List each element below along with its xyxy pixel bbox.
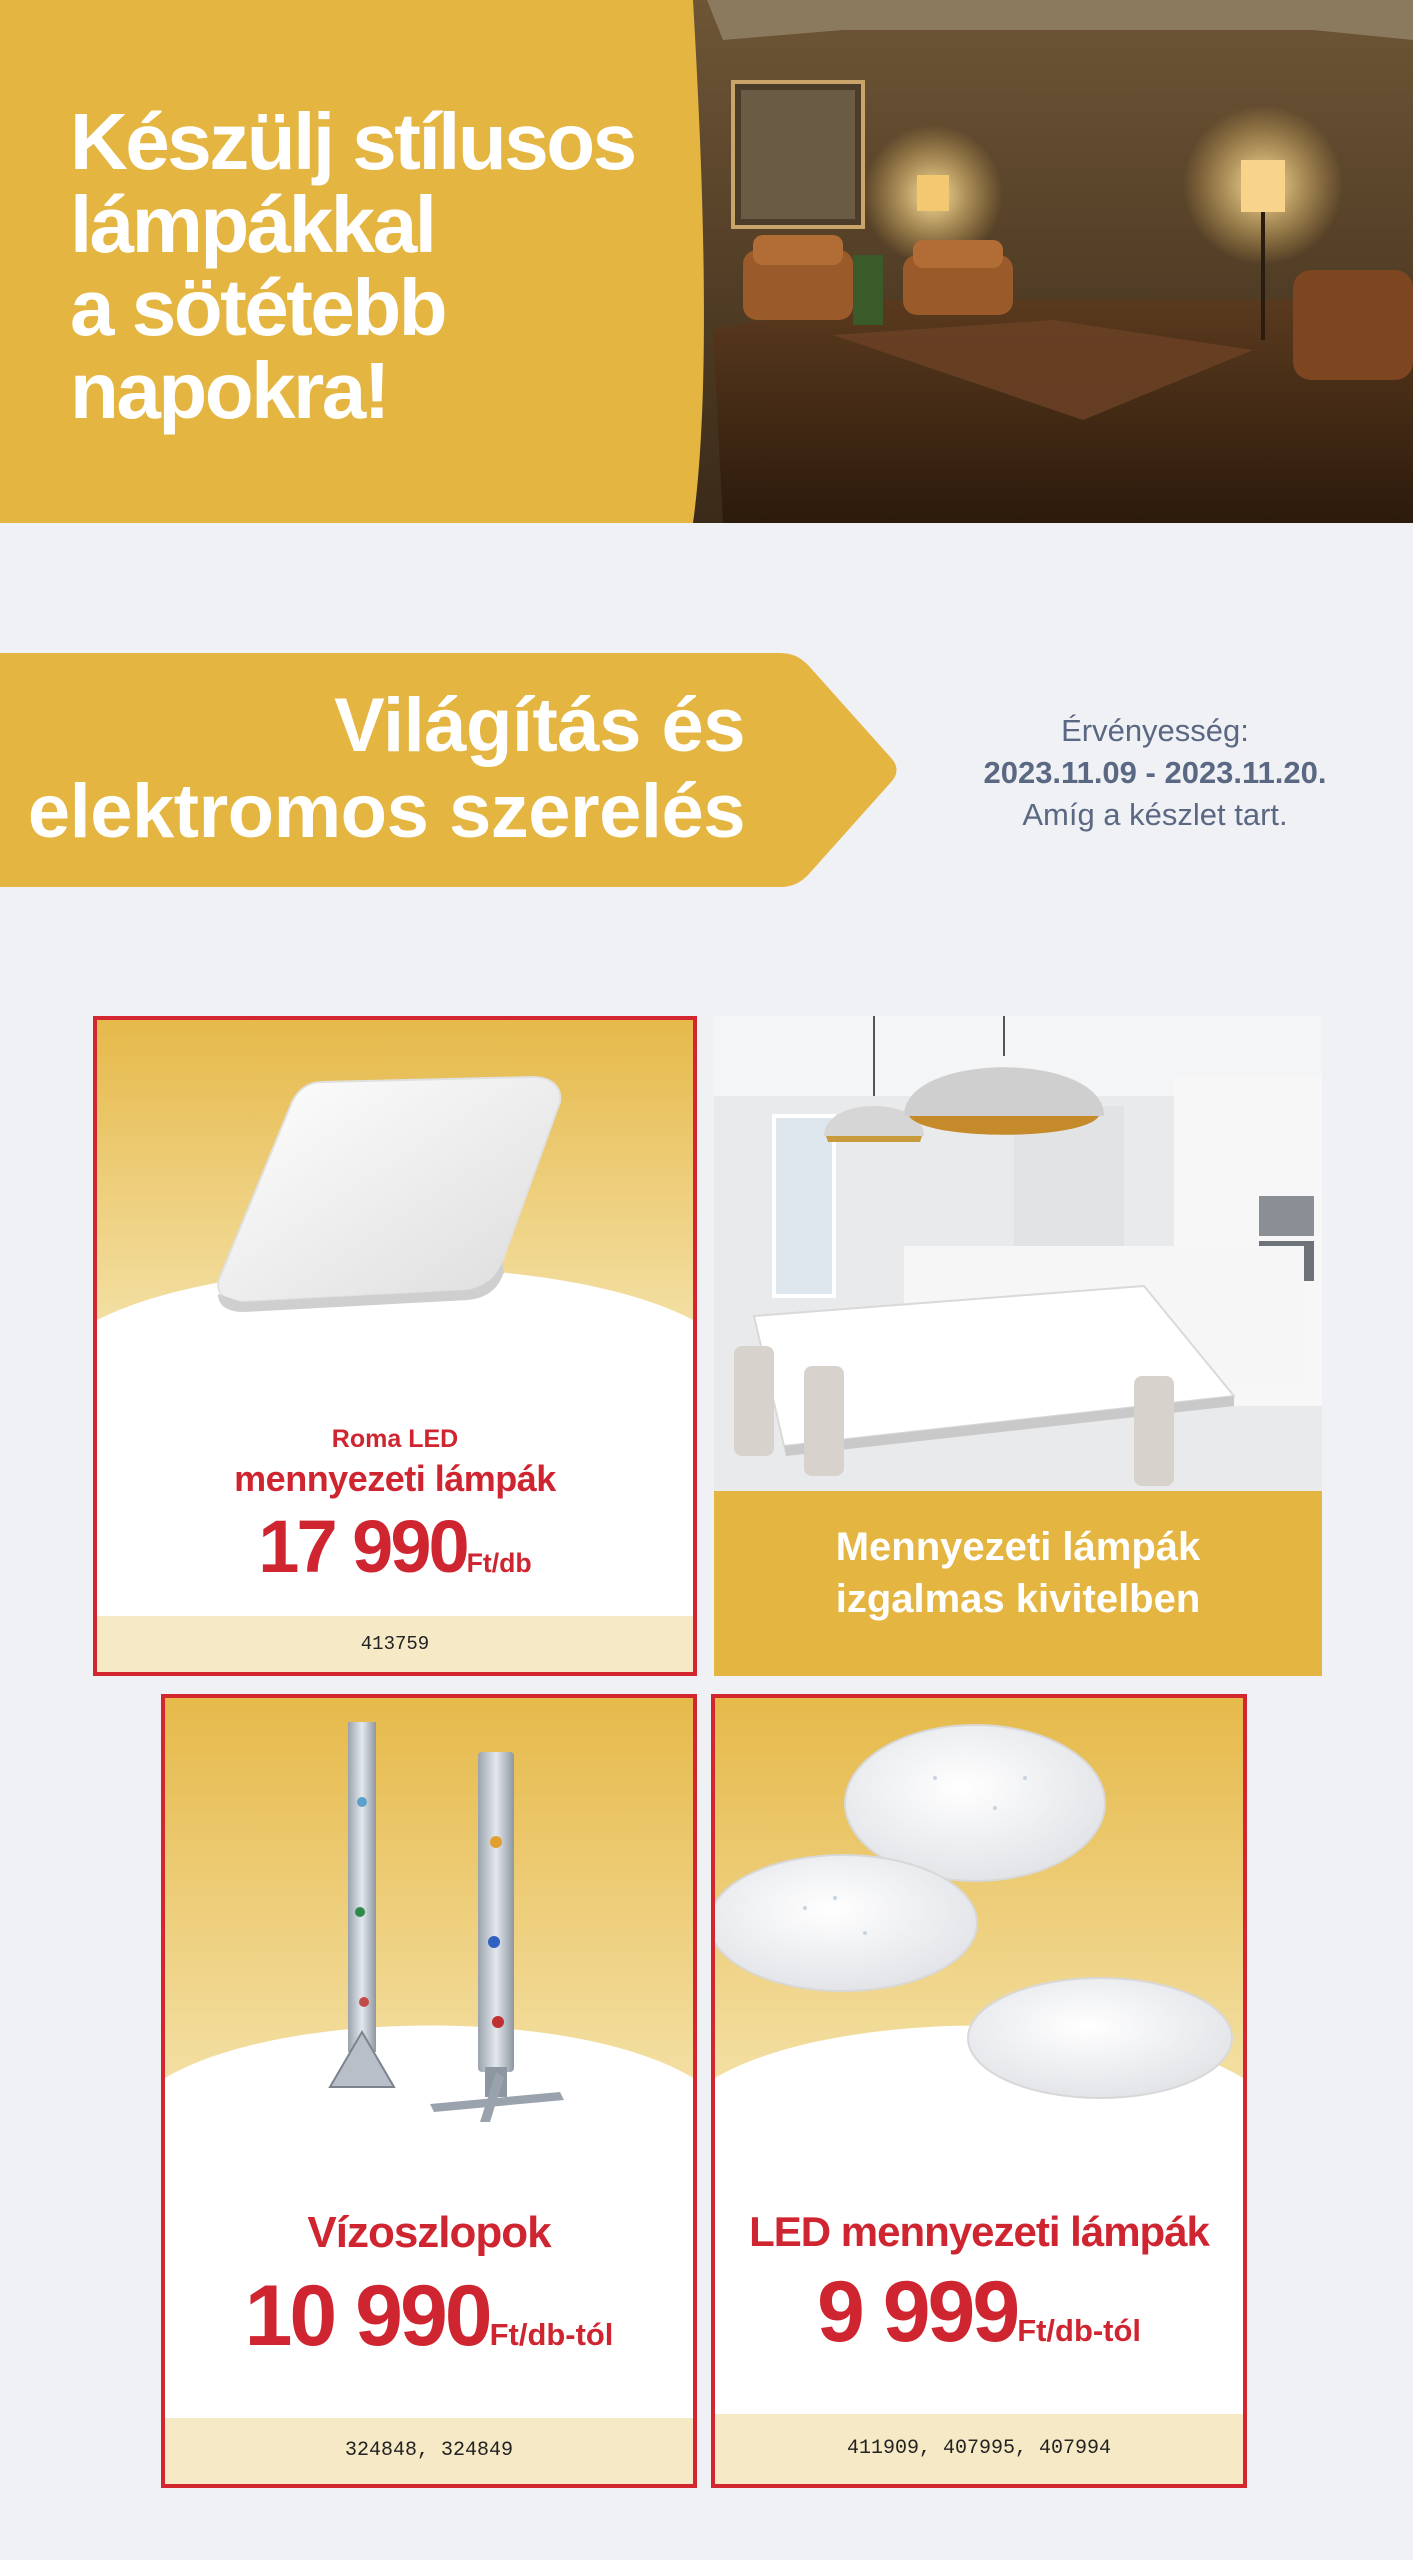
hero-title-line: Készülj stílusos xyxy=(70,97,635,186)
price-value: 10 990 xyxy=(244,2268,490,2364)
kitchen-photo xyxy=(714,1016,1322,1491)
product-code: 413759 xyxy=(97,1616,693,1672)
section-title-line: Világítás és xyxy=(334,683,745,768)
validity-label: Érvényesség: xyxy=(1061,713,1249,748)
ceiling-dome-icon xyxy=(715,1708,1247,2128)
price-value: 17 990 xyxy=(258,1505,467,1588)
feature-tile[interactable] xyxy=(714,1016,1322,1676)
living-room-photo xyxy=(693,0,1413,523)
validity-note: Amíg a készlet tart. xyxy=(1022,797,1288,832)
feature-text-line: Mennyezeti lámpák xyxy=(835,1525,1201,1569)
product-price xyxy=(715,2264,1243,2379)
feature-text-line: izgalmas kivitelben xyxy=(835,1577,1201,1621)
product-name: mennyezeti lámpák xyxy=(234,1458,556,1499)
product-price xyxy=(97,1506,693,1604)
section-title xyxy=(0,653,745,887)
product-brand: Roma LED xyxy=(331,1425,459,1453)
hero-title-line: a sötétebb xyxy=(70,263,446,352)
price-value: 9 999 xyxy=(817,2264,1018,2360)
section-title-line: elektromos szerelés xyxy=(27,769,745,854)
product-card-water-columns[interactable] xyxy=(161,1694,697,2488)
product-name: Vízoszlopok xyxy=(307,2208,551,2257)
product-code: 324848, 324849 xyxy=(165,2418,693,2484)
water-column-icon xyxy=(310,1712,570,2132)
hero-banner xyxy=(0,0,1413,523)
product-card-roma-led[interactable] xyxy=(93,1016,697,1676)
product-name: LED mennyezeti lámpák xyxy=(749,2208,1209,2255)
price-unit: Ft/db-tól xyxy=(489,2317,614,2352)
validity-info xyxy=(950,710,1360,836)
product-price xyxy=(165,2268,693,2383)
ceiling-panel-icon xyxy=(202,1062,582,1322)
feature-text xyxy=(714,1521,1322,1625)
price-unit: Ft/db xyxy=(466,1548,532,1578)
hero-title-line: napokra! xyxy=(70,346,388,435)
hero-title-line: lámpákkal xyxy=(70,180,435,269)
price-unit: Ft/db-tól xyxy=(1017,2313,1141,2348)
hero-title xyxy=(70,97,690,435)
product-code: 411909, 407995, 407994 xyxy=(715,2414,1243,2484)
validity-dates: 2023.11.09 - 2023.11.20. xyxy=(983,755,1327,790)
product-card-led-ceiling[interactable] xyxy=(711,1694,1247,2488)
